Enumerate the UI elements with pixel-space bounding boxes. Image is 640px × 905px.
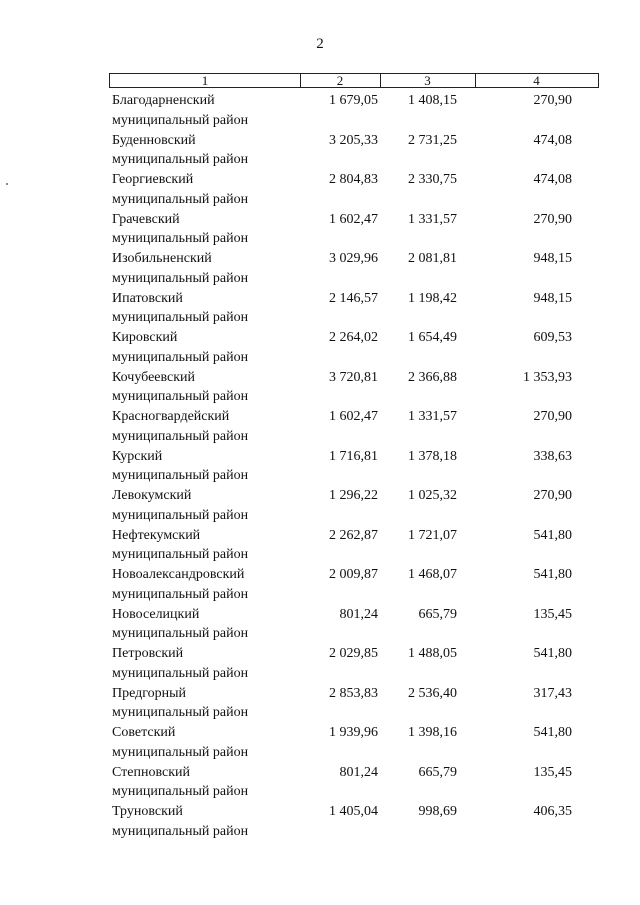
table-row [0,91,640,131]
value-col-2: 2 804,83 [329,172,378,187]
district-suffix: муниципальный район [112,586,249,602]
column-header-4: 4 [533,73,540,88]
value-col-3: 1 331,57 [408,211,457,227]
district-suffix: муниципальный район [112,112,249,128]
district-name [112,368,312,408]
value-col-2: 1 296,22 [329,488,378,503]
district-suffix: муниципальный район [112,744,249,760]
value-col-2: 1 679,05 [329,93,378,108]
district-suffix: муниципальный район [112,270,249,286]
value-col-3: 2 536,40 [408,685,457,701]
district-title: Советский [112,725,176,740]
district-title: Ипатовский [112,290,183,306]
district-title: Красногвардейский [112,409,230,424]
district-name [112,249,312,289]
value-col-4: 541,80 [533,725,572,740]
district-suffix: муниципальный район [112,823,249,839]
district-title: Труновский [112,804,183,819]
table-body [0,91,640,842]
table-header [109,73,599,88]
value-col-4: 948,15 [533,251,572,266]
value-col-2: 2 264,02 [329,330,378,345]
table-row [0,170,640,210]
value-col-4: 541,80 [533,646,572,661]
value-col-4: 541,80 [533,567,572,582]
value-col-4: 270,90 [533,409,572,424]
value-col-3: 2 366,88 [408,369,457,385]
value-col-3: 1 025,32 [408,488,457,503]
district-suffix: муниципальный район [112,507,249,523]
table-row [0,131,640,171]
district-title: Курский [112,448,163,464]
district-name [112,684,312,724]
district-title: Новоселицкий [112,606,200,622]
value-col-3: 1 198,42 [408,290,457,306]
value-col-2: 2 853,83 [329,685,378,701]
district-name [112,605,312,645]
value-col-2: 1 716,81 [329,448,378,464]
district-title: Благодарненский [112,93,215,108]
value-col-4: 1 353,93 [523,369,572,385]
value-col-4: 406,35 [533,804,572,819]
table-row [0,605,640,645]
district-name [112,723,312,763]
table-row [0,407,640,447]
value-col-4: 541,80 [533,527,572,543]
table-row [0,328,640,368]
value-col-4: 270,90 [533,488,572,503]
table-row [0,249,640,289]
district-suffix: муниципальный район [112,705,249,721]
table-row [0,802,640,842]
value-col-3: 1 408,15 [408,93,457,108]
value-col-3: 1 721,07 [408,527,457,543]
table-row [0,644,640,684]
district-title: Предгорный [112,685,187,701]
value-col-2: 1 602,47 [329,211,378,227]
value-col-4: 474,08 [533,172,572,187]
district-title: Георгиевский [112,172,194,187]
district-name [112,328,312,368]
value-col-4: 948,15 [533,290,572,306]
district-name [112,447,312,487]
value-col-2: 3 029,96 [329,251,378,266]
table-row [0,210,640,250]
value-col-2: 3 205,33 [329,132,378,148]
value-col-3: 665,79 [418,764,457,780]
value-col-3: 1 378,18 [408,448,457,464]
table-row [0,486,640,526]
district-suffix: муниципальный район [112,428,249,444]
value-col-3: 2 081,81 [408,251,457,266]
value-col-3: 1 654,49 [408,330,457,345]
district-name [112,170,312,210]
value-col-2: 3 720,81 [329,369,378,385]
district-name [112,526,312,566]
district-suffix: муниципальный район [112,665,249,681]
value-col-4: 270,90 [533,211,572,227]
value-col-2: 801,24 [339,764,378,780]
district-title: Петровский [112,646,184,661]
district-suffix: муниципальный район [112,152,249,168]
value-col-2: 2 009,87 [329,567,378,582]
district-name [112,644,312,684]
value-col-3: 998,69 [418,804,457,819]
table-row [0,447,640,487]
value-col-2: 1 939,96 [329,725,378,740]
district-name [112,486,312,526]
value-col-2: 2 029,85 [329,646,378,661]
value-col-2: 801,24 [339,606,378,622]
column-header-2: 2 [300,74,381,87]
value-col-3: 1 468,07 [408,567,457,582]
district-title: Грачевский [112,211,180,227]
district-title: Кировский [112,330,178,345]
page-number: 2 [316,36,324,52]
value-col-2: 1 602,47 [329,409,378,424]
value-col-4: 317,43 [533,685,572,701]
district-name [112,91,312,131]
value-col-4: 609,53 [533,330,572,345]
district-suffix: муниципальный район [112,626,249,642]
district-name [112,763,312,803]
value-col-3: 665,79 [418,606,457,622]
table-row [0,763,640,803]
district-title: Буденновский [112,132,196,148]
district-suffix: муниципальный район [112,389,249,405]
district-suffix: муниципальный район [112,784,249,800]
district-title: Изобильненский [112,251,212,266]
value-col-2: 1 405,04 [329,804,378,819]
table-row [0,723,640,763]
table-row [0,289,640,329]
column-header-1: 1 [110,74,301,87]
value-col-3: 1 398,16 [408,725,457,740]
value-col-4: 135,45 [533,606,572,622]
value-col-4: 135,45 [533,764,572,780]
district-name [112,802,312,842]
district-title: Новоалександровский [112,567,245,582]
value-col-2: 2 146,57 [329,290,378,306]
district-name [112,210,312,250]
value-col-3: 2 330,75 [408,172,457,187]
value-col-3: 1 488,05 [408,646,457,661]
district-title: Степновский [112,764,190,780]
value-col-4: 474,08 [533,132,572,148]
value-col-3: 2 731,25 [408,132,457,148]
district-title: Нефтекумский [112,527,201,543]
table-row [0,684,640,724]
district-name [112,131,312,171]
district-title: Левокумский [112,488,192,503]
district-name [112,407,312,447]
district-name [112,289,312,329]
value-col-3: 1 331,57 [408,409,457,424]
district-suffix: муниципальный район [112,191,249,207]
table-row [0,368,640,408]
column-header-3: 3 [380,74,476,87]
table-row [0,565,640,605]
district-name [112,565,312,605]
district-suffix: муниципальный район [112,468,249,484]
value-col-4: 270,90 [533,93,572,108]
district-suffix: муниципальный район [112,547,249,563]
value-col-4: 338,63 [533,448,572,464]
district-suffix: муниципальный район [112,231,249,247]
district-suffix: муниципальный район [112,349,249,365]
district-suffix: муниципальный район [112,310,249,326]
value-col-2: 2 262,87 [329,527,378,543]
table-row [0,526,640,566]
district-title: Кочубеевский [112,369,196,385]
